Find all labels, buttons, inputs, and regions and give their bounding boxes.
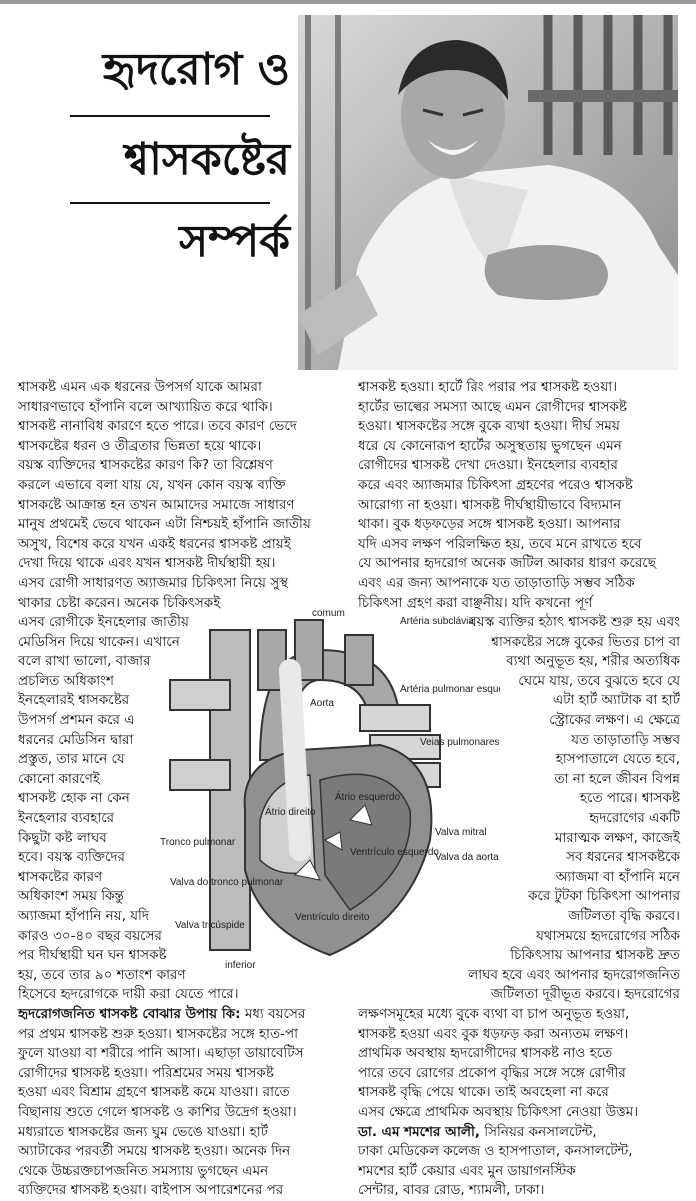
- text-line: বলে রাখা ভালো, বাজার: [18, 653, 151, 670]
- text-line: এটা হার্ট অ্যাটাক বা হার্ট: [552, 692, 680, 709]
- text-line: থাকা। বুক ধড়ফড়ের সঙ্গে শ্বাসকষ্ট হওয়া। আপনার: [358, 516, 621, 533]
- man-holding-chest-photo: [298, 15, 678, 370]
- label-atrio-direito: Átrio direito: [265, 807, 316, 818]
- text-line: চিকিৎসায় আপনার শ্বাসকষ্ট দ্রুত: [510, 947, 680, 964]
- article-left-bottom: [18, 1005, 348, 1201]
- text-line: ব্যথা অনুভূত হয়, শরীর অত্যধিক: [506, 653, 680, 670]
- text-line: করে টুটকা চিকিৎসা আপনার: [527, 888, 680, 905]
- text-line: লক্ষণসমূহের মধ্যে বুকে ব্যথা বা চাপ অনুভূত হওয়া,: [358, 1006, 630, 1022]
- label-arteria-pulmonar: Artéria pulmonar esqu: [400, 684, 499, 695]
- text-line: কিছুটা কষ্ট লাঘব: [18, 829, 107, 846]
- text-line: হবে। বয়স্ক ব্যক্তিদের: [18, 849, 125, 866]
- text-line: সব ধরনের শ্বাসকষ্টকে: [566, 849, 680, 866]
- label-valva-aorta: Valva da aorta: [435, 852, 499, 863]
- label-inferior: inferior: [225, 960, 256, 970]
- text-line: এসব রোগী সাধারণত অ্যাজমার চিকিৎসা নিয়ে সুস্থ: [18, 574, 289, 591]
- text-line: ধরে যে কোনোরূপ হার্টের অসুস্থতায় ভুগছেন এমন: [358, 437, 622, 454]
- text-line: [358, 1123, 688, 1143]
- text-line: পারে তবে রোগের প্রকোপ বৃদ্ধির সঙ্গে সঙ্গে রোগীর: [358, 1064, 626, 1081]
- subheading: হৃদরোগজনিত শ্বাসকষ্ট বোঝার উপায় কি:: [18, 1006, 241, 1022]
- text-fragment: মধ্য বয়সের: [240, 1006, 306, 1022]
- text-line: তা না হলে জীবন বিপন্ন: [554, 770, 680, 787]
- author-name: ডা. এম শমশের আলী,: [358, 1123, 480, 1140]
- text-line: মানুষ প্রথমেই ভেবে থাকেন এটা নিশ্চয়ই হাঁপানি জাতীয়: [18, 516, 311, 533]
- text-line: উপসর্গ প্রশমন করে এ: [18, 711, 135, 728]
- top-rule: [0, 0, 696, 4]
- headline-line-2: শ্বাসকষ্টের: [124, 134, 290, 185]
- text-line: ইনহেলার ব্যবহারে: [18, 809, 115, 826]
- text-line: করে এবং অ্যাজমার চিকিৎসা গ্রহণের পরেও শ্বাসকষ্ট: [358, 476, 633, 493]
- text-line: এসব ক্ষেত্রে প্রাথমিক অবস্থায় চিকিৎসা নেওয়া উত্তম।: [358, 1103, 639, 1120]
- text-line: করলে এভাবে বলা যায় যে, যখন কোন বয়স্ক ব্যক্তি: [18, 476, 286, 493]
- text-line: হার্টের ভাল্বের সমস্যা আছে এমন রোগীদের শ্বাসকষ্ট: [358, 398, 627, 415]
- text-line: চিকিৎসা গ্রহণ করা বাঞ্ছনীয়। যদি কখনো পূর্ণ: [358, 594, 593, 611]
- text-line: হিসেবে হৃদরোগকে দায়ী করা যেতে পারে।: [18, 986, 239, 1003]
- article-left-intro: [18, 378, 348, 613]
- label-valva-tricuspide: Valva tricúspide: [175, 920, 245, 931]
- text-line: সাধারণভাবে হাঁপানি বলে আখ্যায়িত করে থাকি।: [18, 398, 273, 415]
- headline-rule: [70, 202, 270, 204]
- text-line: রোগীদের শ্বাসকষ্ট দেখা দেওয়া। ইনহেলার ব্যবহার: [358, 457, 618, 474]
- text-line: যে আপনার হৃদরোগ অনেক জটিল আকার ধারণ করেছে: [358, 555, 656, 572]
- label-atrio-esquerdo: Átrio esquerdo: [335, 792, 401, 803]
- text-line: ঘেমে যায়, তবে বুঝতে হবে যে: [518, 672, 680, 689]
- text-line: অ্যাজমা বা হাঁপানি মনে: [555, 868, 680, 885]
- text-line: হওয়া। শ্বাসকষ্টের সঙ্গে বুকে ব্যথা হওয়া। দীর্ঘ সময়: [358, 418, 620, 435]
- text-line: শ্বাসকষ্ট নানাবিধ কারণে হতে পারে। তবে কারণ ভেদে: [18, 418, 297, 435]
- label-tronco-pulmonar: Tronco pulmonar: [160, 837, 236, 848]
- text-line: জটিলতা দূরীভূত করবে। হৃদরোগের: [490, 986, 680, 1003]
- label-valva-mitral: Valva mitral: [435, 827, 487, 838]
- text-line: ইনহেলারই শ্বাসকষ্টের: [18, 692, 130, 709]
- text-line: অ্যাটাকের পরবর্তী সময়ে শ্বাসকষ্ট হওয়া। অনেক দিন: [18, 1143, 291, 1160]
- label-veias-pulmonares: Veias pulmonares: [420, 737, 500, 748]
- heart-diagram: [150, 610, 500, 970]
- text-line: শমশের হার্ট কেয়ার এবং মুন ডায়াগনস্টিক: [358, 1162, 576, 1179]
- text-line: এসব রোগীকে ইনহেলার জাতীয়: [18, 614, 189, 630]
- text-line: শ্বাসকষ্ট এমন এক ধরনের উপসর্গ যাকে আমরা: [18, 379, 262, 395]
- text-line: ঢাকা মেডিকেল কলেজ ও হাসপাতাল, কনসালটেন্ট,: [358, 1143, 633, 1160]
- text-line: থেকে উচ্চরক্তচাপজনিত সমস্যায় ভুগছেন এমন: [18, 1162, 269, 1179]
- text-line: বয়স্ক ব্যক্তির হঠাৎ শ্বাসকষ্ট শুরু হয় এবং: [469, 614, 680, 630]
- text-line: সেন্টার, বাবর রোড, শ্যামলী, ঢাকা।: [358, 1182, 545, 1199]
- text-line: পর প্রথম শ্বাসকষ্ট শুরু হওয়া। শ্বাসকষ্টের সঙ্গে হাত-পা: [18, 1025, 299, 1042]
- text-line: কারও ৩০-৪০ বছর বয়সের: [18, 927, 162, 944]
- text-line: শ্বাসকষ্টের সঙ্গে বুকের ভিতর চাপ বা: [491, 633, 680, 650]
- label-valva-tronco: Valva do tronco pulmonar: [170, 877, 284, 888]
- text-line: কোনো কারণেই: [18, 770, 100, 787]
- text-line: যত তাড়াতাড়ি সম্ভব: [571, 731, 680, 748]
- text-line: স্ট্রোকের লক্ষণ। এ ক্ষেত্রে: [549, 711, 680, 728]
- text-line: যথাসময়ে হৃদরোগের সঠিক: [536, 927, 680, 944]
- text-line: মধ্যরাতে শ্বাসকষ্টের জন্য ঘুম ভেঙে যাওয়া। হার্ট: [18, 1123, 268, 1140]
- text-line: মারাত্মক লক্ষণ, কাজেই: [554, 829, 680, 846]
- text-line: রোগীদের শ্বাসকষ্ট হওয়া। পরিশ্রমের সময় শ্বাসকষ্ট: [18, 1064, 274, 1081]
- text-line: থাকার চেষ্টা করেন। অনেক চিকিৎসকই: [18, 594, 221, 611]
- label-comum: comum: [312, 610, 345, 619]
- text-line: শ্বাসকষ্টের ধরন ও তীব্রতার ভিন্নতা হয়ে থাকে।: [18, 437, 262, 454]
- text-line: [18, 1005, 348, 1025]
- text-line: শ্বাসকষ্টে আক্রান্ত হন তখন আমাদের সমাজে সাধারণ: [18, 496, 295, 513]
- text-line: অসুখ, বিশেষ করে যখন একই ধরনের শ্বাসকষ্ট প্রায়ই: [18, 535, 291, 552]
- text-line: ব্যক্তিদের শ্বাসকষ্ট হওয়া। বাইপাস অপারেশনের পর: [18, 1182, 284, 1199]
- text-line: দেখা দিয়ে থাকে এবং যখন শ্বাসকষ্ট দীর্ঘস্থায়ী হয়।: [18, 555, 276, 572]
- article-right-intro: [358, 378, 688, 613]
- text-line: শ্বাসকষ্ট বৃদ্ধি পেয়ে থাকে। তাই অবহেলা না করে: [358, 1084, 609, 1101]
- text-line: অধিকাংশ সময় কিন্তু: [18, 888, 124, 905]
- text-line: প্রচলিত অধিকাংশ: [18, 672, 114, 689]
- label-ventriculo-esquerdo: Ventrículo esquerdo: [350, 847, 439, 858]
- text-line: ফুলে যাওয়া বা শরীরে পানি আসা। এছাড়া ডায়াবেটিস: [18, 1045, 304, 1062]
- text-line: যদি এসব লক্ষণ পরিলক্ষিত হয়, তবে মনে রাখতে হবে: [358, 535, 642, 552]
- text-line: বয়স্ক ব্যক্তিদের শ্বাসকষ্টের কারণ কি? তা বিশ্লেষণ: [18, 457, 273, 474]
- text-line: মেডিসিন দিয়ে থাকেন। এখানে: [18, 633, 180, 650]
- text-line: হওয়া এবং বিশ্রাম গ্রহণে শ্বাসকষ্ট কমে যাওয়া। রাতে: [18, 1084, 290, 1101]
- text-line: প্রাথমিক অবস্থায় হৃদরোগীদের শ্বাসকষ্ট নাও হতে: [358, 1045, 613, 1062]
- text-line: জটিলতা বৃদ্ধি করবে।: [568, 907, 680, 924]
- text-line: এবং এর জন্য আপনাকে যত তাড়াতাড়ি সম্ভব সঠিক: [358, 574, 635, 591]
- text-line: শ্বাসকষ্ট হোক না কেন: [18, 790, 130, 807]
- text-line: হয়, তবে তার ৯০ শতাংশ কারণ: [18, 966, 186, 983]
- headline-line-3: সম্পর্ক: [179, 216, 290, 267]
- label-aorta: Aorta: [310, 698, 334, 709]
- headline-rule: [70, 115, 270, 117]
- text-line: অ্যাজমা হাঁপানি নয়, যদি: [18, 907, 149, 924]
- text-line: বিছানায় শুতে গেলে শ্বাসকষ্ট ও কাশির উদ্রেগ হওয়া।: [18, 1103, 297, 1120]
- label-ventriculo-direito: Ventrículo direito: [295, 912, 370, 923]
- text-line: ধরনের মেডিসিন দ্বারা: [18, 731, 134, 748]
- text-line: প্রস্তুত, তার মানে যে: [18, 751, 125, 768]
- text-line: হৃদরোগের একটি: [589, 809, 680, 826]
- text-line: পর দীর্ঘস্থায়ী ঘন ঘন শ্বাসকষ্ট: [18, 947, 167, 964]
- text-line: শ্বাসকষ্ট হওয়া এবং বুক ধড়ফড় করা অন্যতম লক্ষণ।: [358, 1025, 629, 1042]
- text-line: শ্বাসকষ্ট হওয়া। হার্টে রিং পরার পর শ্বাসকষ্ট হওয়া।: [358, 379, 618, 395]
- text-line: হাসপাতালে যেতে হবে,: [555, 751, 680, 768]
- label-arteria-subclavia: Artéria subclávia: [400, 616, 474, 627]
- text-line: লাঘব হবে এবং আপনার হৃদরোগজনিত: [468, 966, 680, 983]
- article-right-bottom: [358, 1005, 688, 1201]
- text-line: আরোগ্য না হওয়া। শ্বাসকষ্ট দীর্ঘস্থায়ীভাবে বিদ্যমান: [358, 496, 622, 513]
- text-fragment: সিনিয়র কনসালটেন্ট,: [479, 1123, 597, 1140]
- text-line: শ্বাসকষ্টের কারণ: [18, 868, 103, 885]
- text-line: হতে পারে। শ্বাসকষ্ট: [579, 790, 680, 807]
- headline-line-1: হৃদরোগ ও: [102, 44, 290, 95]
